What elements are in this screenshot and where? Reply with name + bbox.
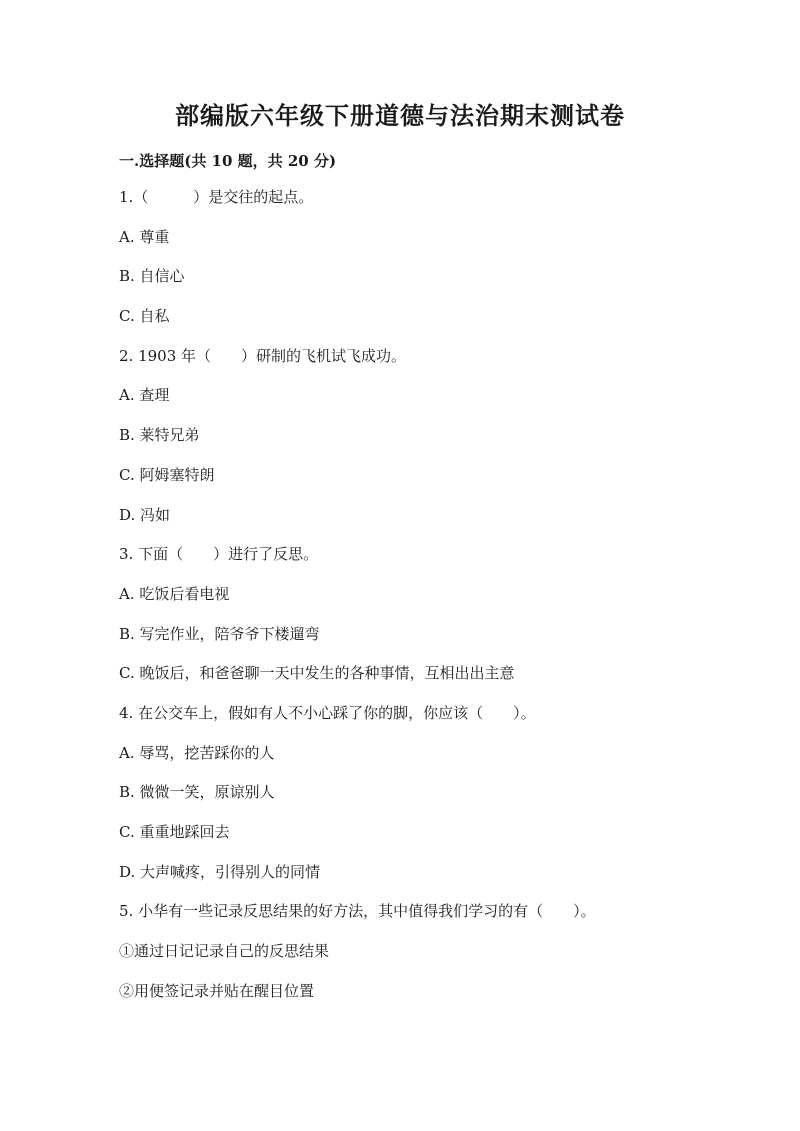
question-3-option-b: B. 写完作业，陪爷爷下楼遛弯 bbox=[119, 624, 320, 643]
question-5-item-2: ②用便签记录并贴在醒目位置 bbox=[119, 981, 315, 1000]
question-4-option-d: D. 大声喊疼，引得别人的同情 bbox=[119, 862, 321, 881]
question-2-stem: 2. 1903 年（ ）研制的飞机试飞成功。 bbox=[119, 346, 407, 365]
question-3-stem: 3. 下面（ ）进行了反思。 bbox=[119, 545, 319, 564]
page-title: 部编版六年级下册道德与法治期末测试卷 bbox=[175, 101, 625, 130]
question-4-stem: 4. 在公交车上，假如有人不小心踩了你的脚，你应该（ ）。 bbox=[119, 703, 536, 722]
question-5-item-1: ①通过日记记录自己的反思结果 bbox=[119, 942, 330, 961]
question-4-option-a: A. 辱骂，挖苦踩你的人 bbox=[119, 743, 275, 762]
question-2-option-d: D. 冯如 bbox=[119, 505, 171, 524]
question-1-option-a: A. 尊重 bbox=[119, 227, 170, 246]
question-2-option-c: C. 阿姆塞特朗 bbox=[119, 465, 215, 484]
question-1-option-c: C. 自私 bbox=[119, 307, 170, 326]
section-heading: 一.选择题(共 10 题，共 20 分) bbox=[119, 152, 337, 170]
question-3-option-a: A. 吃饭后看电视 bbox=[119, 584, 230, 603]
question-4-option-c: C. 重重地踩回去 bbox=[119, 823, 230, 841]
question-1-option-b: B. 自信心 bbox=[119, 267, 185, 286]
question-list bbox=[119, 186, 759, 1019]
question-2-option-b: B. 莱特兄弟 bbox=[119, 426, 200, 445]
question-5-stem: 5. 小华有一些记录反思结果的好方法，其中值得我们学习的有（ ）。 bbox=[119, 902, 596, 921]
question-4-option-b: B. 微微一笑，原谅别人 bbox=[119, 783, 275, 802]
question-2-option-a: A. 查理 bbox=[119, 386, 170, 405]
question-3-option-c: C. 晚饭后，和爸爸聊一天中发生的各种事情，互相出出主意 bbox=[119, 664, 515, 683]
question-1-stem: 1.（ ）是交往的起点。 bbox=[119, 188, 314, 206]
